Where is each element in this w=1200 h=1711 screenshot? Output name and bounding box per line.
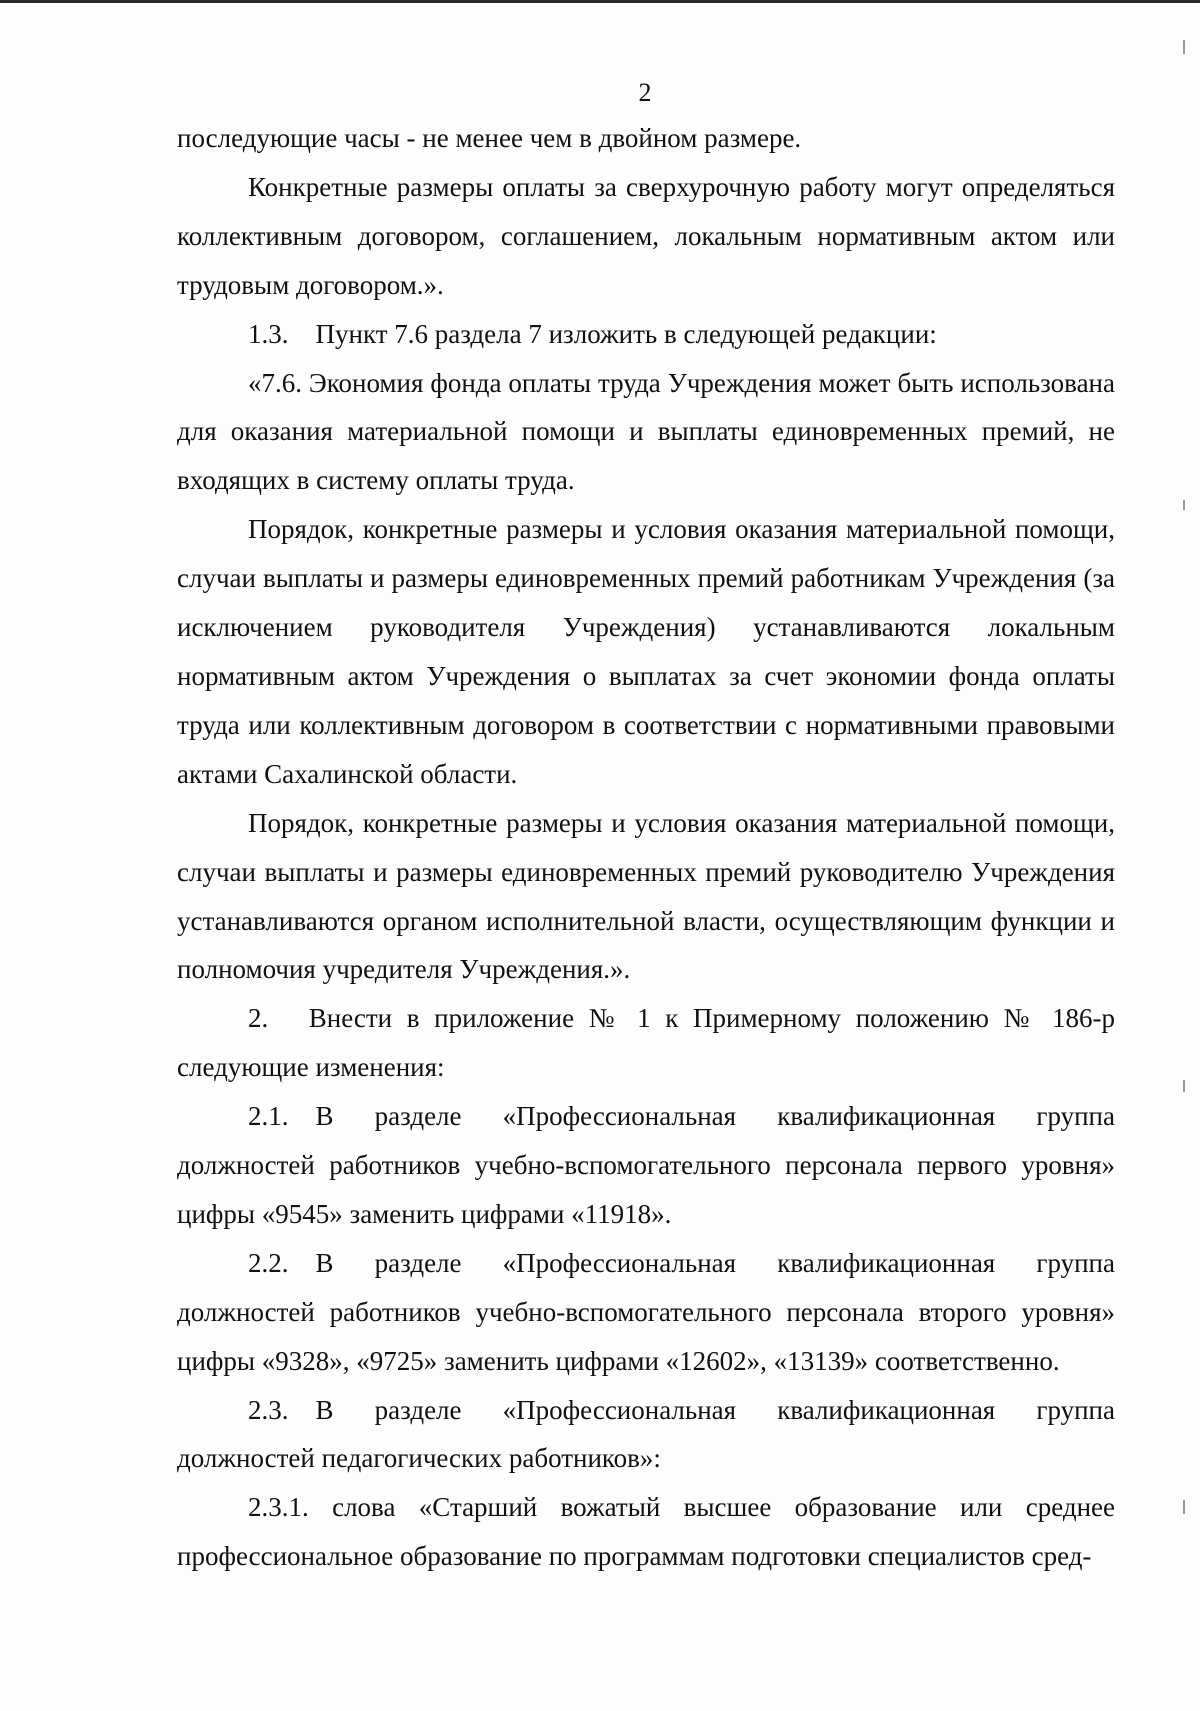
paragraph-5: Порядок, конкретные размеры и условия оказания материальной помощи, случаи выплаты и размеры единовременных премий работникам Учреждения (за исключением руководителя Учреждения) устанавливаются локальным нормативным актом Учреждения о выплатах за счет экономии фонда оплаты труда или коллективным договором в соответствии с нормативными правовыми актами Сахалинской области. — [177, 514, 1115, 789]
paragraph-7: 2. Внести в приложение № 1 к Примерному положению № 186-р следующие изменения: — [177, 1003, 1115, 1083]
document-body — [177, 114, 1115, 1581]
paragraph-10: 2.3. В разделе «Профессиональная квалификационная группа должностей педагогических работников»: — [177, 1394, 1115, 1474]
paragraph-2: Конкретные размеры оплаты за сверхурочную работу могут определяться коллективным договором, соглашением, локальным нормативным актом или трудовым договором.». — [177, 171, 1115, 300]
paragraph-8: 2.1. В разделе «Профессиональная квалификационная группа должностей работников учебно-вспомогательного персонала первого уровня» цифры «9545» заменить цифрами «11918». — [177, 1101, 1115, 1229]
page-number: 2 — [638, 78, 652, 107]
scan-artifact-mark — [1183, 1500, 1185, 1514]
scan-artifact-mark — [1183, 500, 1185, 510]
scan-artifact-mark — [1183, 1080, 1185, 1092]
paragraph-3: 1.3. Пункт 7.6 раздела 7 изложить в следующей редакции: — [248, 318, 937, 349]
scan-artifact-mark — [1183, 40, 1185, 54]
paragraph-9: 2.2. В разделе «Профессиональная квалификационная группа должностей работников учебно-вспомогательного персонала второго уровня» цифры «9328», «9725» заменить цифрами «12602», «13139» соответственно. — [177, 1247, 1115, 1376]
paragraph-11: 2.3.1. слова «Старший вожатый высшее образование или среднее профессиональное образование по программам подготовки специалистов сред- — [177, 1492, 1115, 1572]
paragraph-4: «7.6. Экономия фонда оплаты труда Учреждения может быть использована для оказания материальной помощи и выплаты единовременных премий, не входящих в систему оплаты труда. — [177, 367, 1115, 496]
paragraph-6: Порядок, конкретные размеры и условия оказания материальной помощи, случаи выплаты и размеры единовременных премий руководителю Учреждения устанавливаются органом исполнительной власти, осуществляющим функции и полномочия учредителя Учреждения.». — [177, 807, 1115, 985]
top-border-line — [0, 0, 1200, 3]
paragraph-1: последующие часы - не менее чем в двойном размере. — [177, 123, 802, 153]
